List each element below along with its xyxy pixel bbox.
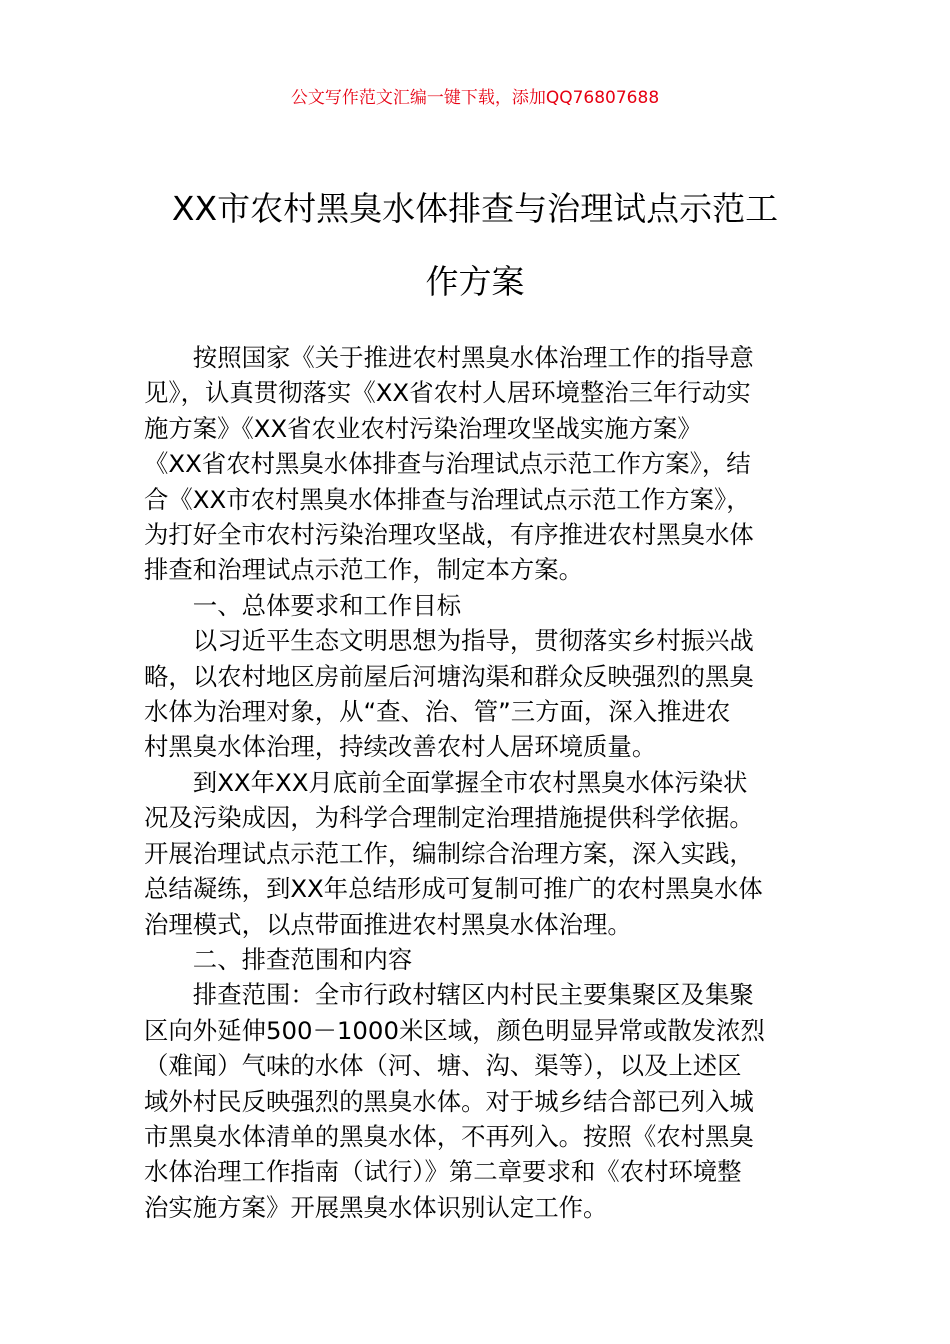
header-note: 公文写作范文汇编一键下载，添加QQ76807688	[290, 88, 660, 108]
document-body	[144, 340, 810, 1225]
body-paragraph: 以习近平生态文明思想为指导，贯彻落实乡村振兴战 略，以农村地区房前屋后河塘沟渠和群众反映强烈的黑臭 水体为治理对象，从“查、治、管”三方面，深入推进农 村黑臭水体治理，持续改善农村人居环境质量。	[144, 626, 754, 762]
intro-paragraph: 按照国家《关于推进农村黑臭水体治理工作的指导意 见》，认真贯彻落实《XX省农村人居环境整治三年行动实 施方案》《XX省农业农村污染治理攻坚战实施方案》 《XX省农村黑臭水体排查与治理试点示范工作方案》，结 合《XX市农村黑臭水体排查与治理试点示范工作方案》， 为打好全市农村污染治理攻坚战，有序推进农村黑臭水体 排查和治理试点示范工作，制定本方案。	[144, 343, 754, 585]
document-title-line-1: XX市农村黑臭水体排查与治理试点示范工	[171, 189, 779, 228]
body-paragraph: 到XX年XX月底前全面掌握全市农村黑臭水体污染状 况及污染成因，为科学合理制定治理措施提供科学依据。 开展治理试点示范工作，编制综合治理方案，深入实践， 总结凝练，到XX年总结形成可复制可推广的农村黑臭水体 治理模式，以点带面推进农村黑臭水体治理。	[144, 767, 763, 939]
document-title	[120, 172, 830, 318]
body-paragraph: 排查范围：全市行政村辖区内村民主要集聚区及集聚 区向外延伸500－1000米区域，颜色明显异常或散发浓烈 （难闻）气味的水体（河、塘、沟、渠等），以及上述区 域外村民反映强烈的黑臭水体。对于城乡结合部已列入城 市黑臭水体清单的黑臭水体，不再列入。按照《农村黑臭 水体治理工作指南（试行）》第二章要求和《农村环境整 治实施方案》开展黑臭水体识别认定工作。	[144, 980, 765, 1222]
section-heading-1: 一、总体要求和工作目标	[192, 590, 462, 620]
document-title-line-2: 作方案	[425, 262, 525, 301]
section-heading-2: 二、排查范围和内容	[192, 944, 413, 974]
